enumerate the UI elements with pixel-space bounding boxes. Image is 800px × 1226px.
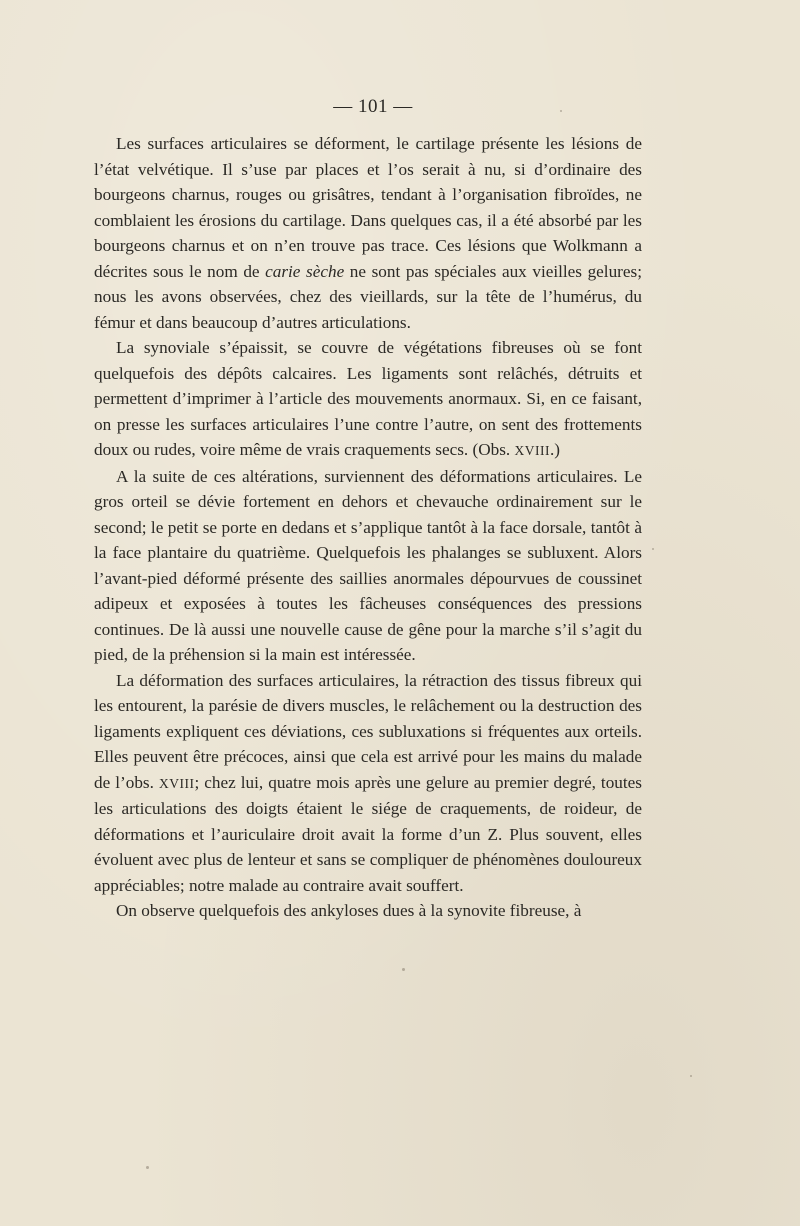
paragraph-3 [94, 464, 642, 668]
observation-number: XVIII [514, 443, 550, 458]
page-number: — 101 — [333, 96, 413, 117]
paper-speck [652, 548, 654, 550]
paragraph-5-text: On observe quelquefois des ankyloses dues à la synovite fibreuse, à [116, 901, 582, 920]
paragraph-2-text-b: .) [550, 440, 561, 459]
italic-term-carie-seche: carie sèche [265, 261, 345, 281]
paper-speck [560, 110, 562, 112]
paragraph-1 [94, 131, 642, 335]
paragraph-4-text-a: La déformation des surfaces articulaires, la rétraction des tissus fibreux qui les entourent, la parésie de divers muscles, le relâchement ou la destruction des ligaments expliquent ces déviations, ces subluxations si fréquentes aux orteils. Elles peuvent être précoces, ainsi que cela est arrivé pour les mains du malade de l’obs. [94, 670, 642, 792]
paragraph-1-text-a: Les surfaces articulaires se déforment, le cartilage présente les lésions de l’état velvétique. Il s’use par places et l’os serait à nu, si d’ordinaire des bourgeons charnus, rouges ou grisâtres, tendant à l’organisation fibroïdes, ne comblaient les érosions du cartilage. Dans quelques cas, il a été absorbé par les bourgeons charnus et on n’en trouve pas trace. Ces lésions que Wolkmann a décrites sous le nom de [94, 134, 642, 281]
paragraph-2 [94, 335, 642, 464]
paragraph-2-text-a: La synoviale s’épaissit, se couvre de végétations fibreuses où se font quelquefois des dépôts calcaires. Les ligaments sont relâchés, détruits et permettent d’imprimer à l’article des mouvements anormaux. Si, en ce faisant, on presse les surfaces articulaires l’une contre l’autre, on sent des frottements doux ou rudes, voire même de vrais craquements secs. (Obs. [94, 338, 642, 459]
paper-speck [402, 968, 405, 971]
paragraph-4-text-b: ; chez lui, quatre mois après une gelure au premier degré, toutes les articulations des doigts étaient le siége de craquements, de roideur, de déformations et l’auriculaire droit avait la forme d’un Z. Plus souvent, elles évoluent avec plus de lenteur et sans se compliquer de phénomènes douloureux appréciables; notre malade au contraire avait souffert. [94, 772, 642, 895]
paragraph-1-text-b: ne sont pas spéciales aux vieilles gelures; nous les avons observées, chez des vieillards, sur la tête de l’humérus, du fémur et dans beaucoup d’autres articulations. [94, 261, 642, 332]
paper-speck [146, 1166, 149, 1169]
body-text [94, 131, 642, 924]
paragraph-4 [94, 668, 642, 899]
paper-speck [690, 1075, 692, 1077]
paragraph-3-text: A la suite de ces altérations, surviennent des déformations articulaires. Le gros orteil se dévie fortement en dehors et chevauche ordinairement sur le second; le petit se porte en dedans et s’applique tantôt à la face dorsale, tantôt à la face plantaire du quatrième. Quelquefois les phalanges se subluxent. Alors l’avant-pied déformé présente des saillies anormales dépourvues de coussinet adipeux et exposées à toutes les fâcheuses conséquences des pressions continues. De là aussi une nouvelle cause de gêne pour la marche s’il s’agit du pied, de la préhension si la main est intéressée. [94, 466, 642, 664]
paper-speck [120, 400, 122, 402]
paragraph-5 [94, 898, 642, 924]
observation-number: XVIII [158, 775, 195, 791]
